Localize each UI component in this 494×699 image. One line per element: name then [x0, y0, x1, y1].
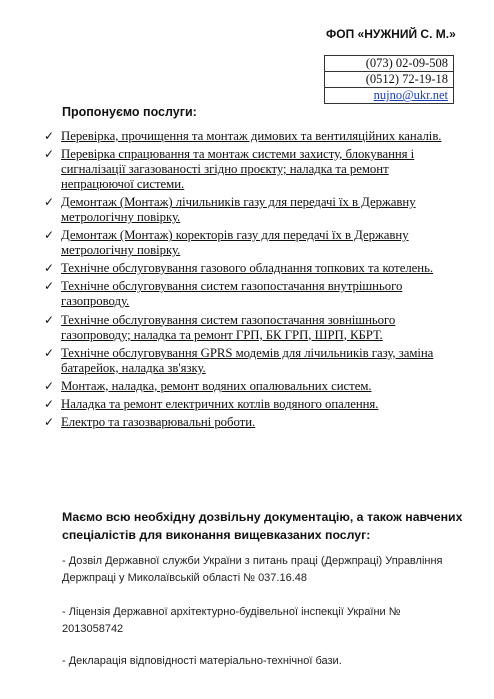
service-item: [44, 261, 464, 276]
permit-item: - Декларація відповідності матеріально-технічної бази.: [62, 655, 342, 667]
email-link[interactable]: nujno@ukr.net: [325, 88, 454, 104]
service-text: Технічне обслуговування систем газопостачання зовнішнього газопроводу; наладка та ремонт ГРП, БК ГРП, ШРП, КБРТ.: [61, 312, 396, 342]
phone-office: (0512) 72-19-18: [325, 72, 454, 88]
check-icon: ✓: [44, 279, 55, 294]
check-icon: ✓: [44, 147, 55, 162]
services-list: [44, 129, 464, 433]
check-icon: ✓: [44, 195, 55, 210]
service-text: Монтаж, наладка, ремонт водяних опалювальних систем.: [61, 378, 372, 393]
service-item: [44, 129, 464, 144]
service-text: Демонтаж (Монтаж) коректорів газу для передачі їх в Державну метрологічну повірку.: [61, 228, 409, 258]
service-text: Технічне обслуговування газового обладнання топкових та котелень.: [61, 261, 434, 276]
service-text: Перевірка, прочищення та монтаж димових та вентиляційних каналів.: [61, 129, 442, 143]
service-item: [44, 147, 464, 192]
service-item: [44, 279, 464, 309]
check-icon: ✓: [44, 129, 55, 143]
service-item: [44, 397, 464, 412]
phone-mobile: (073) 02-09-508: [325, 56, 454, 72]
service-text: Технічне обслуговування систем газопостачання внутрішнього газопроводу.: [61, 279, 403, 309]
service-item: [44, 313, 464, 343]
check-icon: ✓: [44, 378, 55, 393]
service-item: [44, 415, 464, 430]
service-item: [44, 379, 464, 394]
check-icon: ✓: [44, 345, 55, 360]
service-item: [44, 228, 464, 258]
service-text: Наладка та ремонт електричних котлів водяного опалення.: [61, 396, 379, 411]
company-name: ФОП «НУЖНИЙ С. М.»: [326, 27, 456, 41]
check-icon: ✓: [44, 228, 55, 243]
service-text: Демонтаж (Монтаж) лічильників газу для передачі їх в Державну метрологічну повірку.: [61, 195, 416, 225]
services-heading: Пропонуємо послуги:: [62, 105, 197, 119]
service-text: Технічне обслуговування GPRS модемів для лічильників газу, заміна батарейок, наладка зв'язку.: [61, 345, 434, 375]
check-icon: ✓: [44, 414, 55, 429]
service-item: [44, 346, 464, 376]
check-icon: ✓: [44, 396, 55, 411]
service-text: Електро та газозварювальні роботи.: [61, 414, 256, 429]
service-text: Перевірка спрацювання та монтаж системи захисту, блокування і сигналізації загазованості згідно проєкту; наладка та ремонт непрацюючої системи.: [61, 147, 415, 192]
service-item: [44, 195, 464, 225]
check-icon: ✓: [44, 312, 55, 327]
documents-heading: Маємо всю необхідну дозвільну документацію, а також навчених спеціалістів для виконання вищевказаних послуг:: [62, 510, 463, 542]
check-icon: ✓: [44, 261, 55, 276]
permit-item: - Ліцензія Державної архітектурно-будівельної інспекції України № 2013058742: [62, 606, 401, 635]
contacts-table: [324, 55, 454, 104]
permit-item: - Дозвіл Державної служби України з питань праці (Держпраці) Управління Держпраці у Миколаївській області № 037.16.48: [62, 555, 443, 584]
